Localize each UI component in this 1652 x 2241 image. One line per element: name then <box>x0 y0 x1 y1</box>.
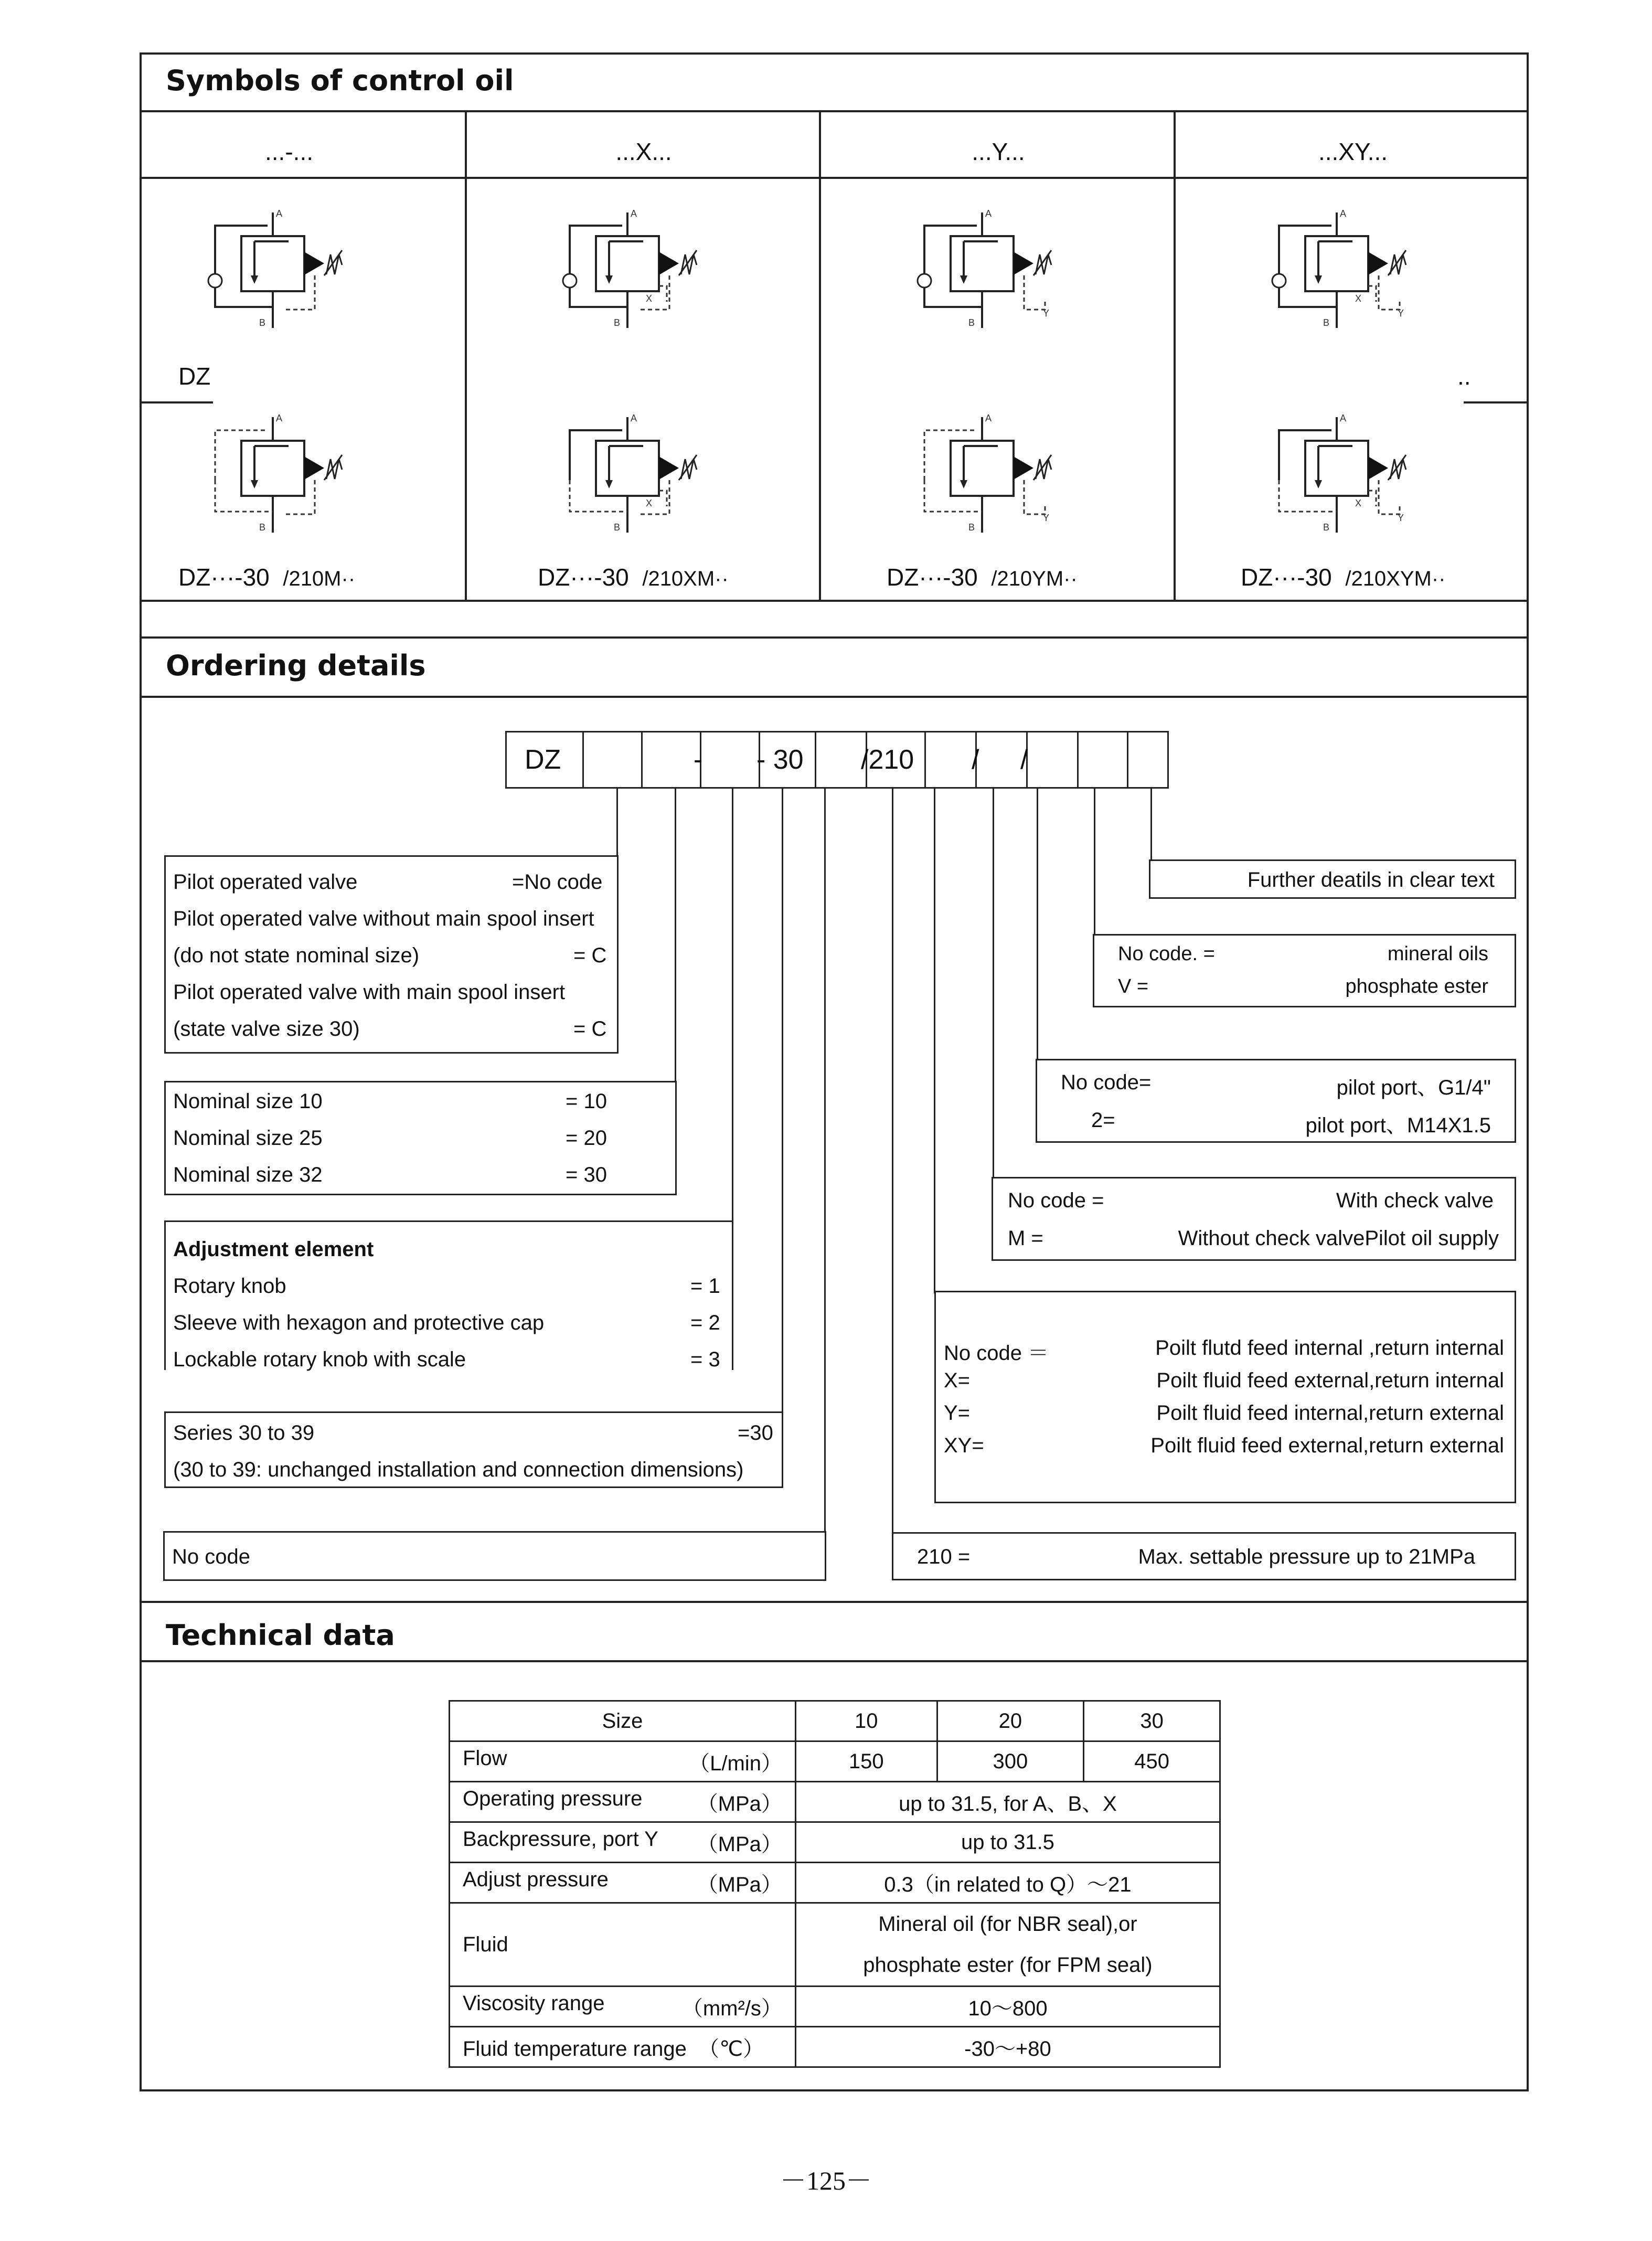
table-row <box>450 1741 1220 1782</box>
seal-box <box>1093 934 1516 1007</box>
table-row <box>450 1863 1220 1903</box>
check-label: No code = <box>1008 1189 1104 1212</box>
divider <box>140 636 1529 639</box>
svg-text:A: A <box>631 208 637 219</box>
symbol-caption: DZ···-30 /210YM·· <box>887 564 1078 591</box>
connector-line <box>1037 789 1038 1061</box>
series-label: Series 30 to 39 <box>173 1421 315 1445</box>
seal-label: No code. = <box>1118 943 1215 965</box>
pressure-value: Max. settable pressure up to 21MPa <box>1138 1545 1475 1568</box>
page-number: －125－ <box>780 2166 872 2195</box>
valve-diagram <box>205 407 346 548</box>
table-cell: 450 <box>1084 1741 1220 1782</box>
divider <box>140 696 1529 698</box>
divider <box>140 1660 1529 1662</box>
table-cell: -30～+80 <box>795 2027 1220 2067</box>
valve-diagram <box>559 407 701 548</box>
code-cell <box>815 731 867 789</box>
valve-symbol-icon <box>559 407 701 548</box>
divider <box>140 401 213 403</box>
valve-diagram <box>914 407 1056 548</box>
valve-symbol-icon <box>205 407 346 548</box>
technical-data-table <box>449 1700 1221 2068</box>
divider <box>140 177 1529 179</box>
connector-line <box>824 789 826 1533</box>
seal-label: V = <box>1118 975 1149 997</box>
valve-symbol-icon <box>205 202 346 344</box>
valve-diagram <box>1269 202 1410 344</box>
table-row <box>450 1987 1220 2027</box>
code-dash: - <box>694 745 703 775</box>
pilot-label: (do not state nominal size) <box>173 944 420 967</box>
table-cell: Backpressure, port Y （MPa） <box>450 1822 796 1863</box>
nominal-label: Nominal size 25 <box>173 1127 323 1150</box>
table-cell: 10～800 <box>795 1987 1220 2027</box>
table-cell: up to 31.5 <box>795 1822 1220 1863</box>
code-cell <box>700 731 760 789</box>
table-cell: Adjust pressure （MPa） <box>450 1863 796 1903</box>
table-header-cell: 10 <box>795 1701 937 1741</box>
divider <box>1464 401 1529 403</box>
pilot-label: Pilot operated valve <box>173 870 358 894</box>
svg-text:X: X <box>1355 498 1362 508</box>
table-cell: Flow （L/min） <box>450 1741 796 1782</box>
svg-text:A: A <box>985 208 992 219</box>
svg-text:A: A <box>985 413 992 423</box>
column-label: ...Y... <box>972 138 1025 165</box>
connector-line <box>782 789 783 1418</box>
svg-text:B: B <box>614 522 621 533</box>
caption-fragment: DZ <box>178 363 211 390</box>
code-series: - 30 <box>756 745 804 775</box>
port-value: pilot port、M14X1.5 <box>1305 1114 1491 1137</box>
table-cell: Operating pressure （MPa） <box>450 1782 796 1822</box>
connector-line <box>934 789 935 1293</box>
symbol-caption: DZ···-30 /210M·· <box>178 564 356 591</box>
valve-symbol-icon <box>914 202 1056 344</box>
svg-text:B: B <box>1323 522 1330 533</box>
series-value: =30 <box>738 1421 773 1445</box>
symbols-section-title: Symbols of control oil <box>166 64 514 97</box>
table-row <box>450 1701 1220 1741</box>
table-row <box>450 1782 1220 1822</box>
column-label: ...XY... <box>1318 138 1388 165</box>
svg-text:Y: Y <box>1398 308 1404 318</box>
valve-symbol-icon <box>914 407 1056 548</box>
valve-symbol-icon <box>559 202 701 344</box>
pilot-value: = C <box>573 944 607 967</box>
code-pressure: /210 <box>861 745 914 775</box>
nominal-size-box <box>164 1081 677 1195</box>
table-cell: Fluid <box>450 1903 796 1987</box>
svg-text:A: A <box>276 208 283 219</box>
svg-text:Y: Y <box>1398 513 1404 523</box>
oil-value: Poilt flutd feed internal ,return internal <box>1155 1336 1504 1360</box>
column-divider <box>819 110 821 600</box>
oil-label: XY= <box>944 1434 984 1457</box>
caption-fragment: .. <box>1457 363 1471 390</box>
svg-text:B: B <box>968 317 975 328</box>
code-cell <box>1127 731 1169 789</box>
adjustment-value: = 3 <box>690 1348 720 1371</box>
pilot-box <box>164 855 619 1054</box>
port-value: pilot port、G1/4" <box>1336 1076 1491 1099</box>
check-value: With check valve <box>1336 1189 1494 1212</box>
adjustment-label: Sleeve with hexagon and protective cap <box>173 1311 545 1334</box>
table-cell: up to 31.5, for A、B、X <box>795 1782 1220 1822</box>
pressure-box <box>892 1532 1516 1580</box>
no-code-label: No code <box>172 1545 250 1568</box>
nominal-label: Nominal size 32 <box>173 1163 323 1186</box>
valve-symbol-icon <box>1269 407 1410 548</box>
connector-line <box>1094 789 1095 936</box>
svg-text:X: X <box>1355 293 1362 304</box>
table-row <box>450 2027 1220 2067</box>
code-dz: DZ <box>525 745 561 775</box>
pilot-value: =No code <box>512 870 603 894</box>
svg-text:X: X <box>646 498 653 508</box>
oil-value: Poilt fluid feed external,return internal <box>1156 1369 1504 1392</box>
svg-text:A: A <box>1340 208 1347 219</box>
pilot-label: Pilot operated valve with main spool insert <box>173 981 566 1004</box>
oil-label: No code ＝ <box>944 1342 1049 1365</box>
connector-line <box>993 789 994 1177</box>
pilot-label: Pilot operated valve without main spool insert <box>173 907 594 930</box>
svg-text:A: A <box>631 413 637 423</box>
table-header-cell: Size <box>450 1701 796 1741</box>
code-cell <box>1026 731 1079 789</box>
table-cell: Fluid temperature range （℃） <box>450 2027 796 2067</box>
nominal-label: Nominal size 10 <box>173 1090 323 1113</box>
connector-line <box>1150 789 1152 862</box>
series-note: (30 to 39: unchanged installation and connection dimensions) <box>173 1458 744 1481</box>
valve-diagram <box>1269 407 1410 548</box>
table-cell: Viscosity range （mm²/s） <box>450 1987 796 2027</box>
table-row <box>450 1822 1220 1863</box>
nominal-value: = 10 <box>566 1090 607 1113</box>
svg-text:B: B <box>259 317 266 328</box>
svg-text:B: B <box>614 317 621 328</box>
svg-text:A: A <box>276 413 283 423</box>
further-details-box <box>1149 859 1516 899</box>
oil-label: Y= <box>944 1401 971 1425</box>
pilot-label: (state valve size 30) <box>173 1017 360 1040</box>
table-cell: 0.3（in related to Q）～21 <box>795 1863 1220 1903</box>
series-box <box>164 1411 783 1488</box>
symbol-caption: DZ···-30 /210XM·· <box>538 564 729 591</box>
valve-diagram <box>205 202 346 344</box>
column-label: ...X... <box>615 138 672 165</box>
code-cell <box>641 731 701 789</box>
nominal-value: = 20 <box>566 1127 607 1150</box>
svg-text:Y: Y <box>1043 513 1050 523</box>
connector-line <box>892 789 893 1533</box>
seal-value: mineral oils <box>1387 943 1488 965</box>
no-code-box <box>163 1531 826 1581</box>
svg-text:B: B <box>1323 317 1330 328</box>
divider <box>140 110 1529 112</box>
ordering-section-title: Ordering details <box>166 649 426 682</box>
symbol-caption: DZ···-30 /210XYM·· <box>1241 564 1446 591</box>
adjustment-label: Lockable rotary knob with scale <box>173 1348 466 1371</box>
svg-text:Y: Y <box>1043 308 1050 318</box>
code-cell <box>1077 731 1128 789</box>
column-divider <box>1174 110 1176 600</box>
valve-diagram <box>914 202 1056 344</box>
check-value: Without check valvePilot oil supply <box>1178 1227 1499 1250</box>
adjustment-label: Rotary knob <box>173 1274 286 1298</box>
adjustment-box <box>164 1220 733 1370</box>
pilot-port-box <box>1036 1059 1516 1143</box>
table-header-cell: 20 <box>937 1701 1084 1741</box>
svg-text:B: B <box>968 522 975 533</box>
divider <box>140 1601 1529 1603</box>
table-cell: 150 <box>795 1741 937 1782</box>
control-oil-box <box>934 1291 1516 1503</box>
table-row <box>450 1903 1220 1987</box>
adjustment-value: = 2 <box>690 1311 720 1334</box>
code-slash: / <box>1020 745 1028 775</box>
code-cell <box>924 731 977 789</box>
code-cell <box>582 731 643 789</box>
oil-label: X= <box>944 1369 971 1392</box>
table-cell: Mineral oil (for NBR seal),or phosphate ester (for FPM seal) <box>795 1903 1220 1987</box>
column-label: ...-... <box>265 138 313 165</box>
divider <box>140 600 1529 602</box>
seal-value: phosphate ester <box>1345 975 1488 997</box>
pilot-value: = C <box>573 1017 607 1040</box>
code-slash: / <box>972 745 979 775</box>
adjustment-heading: Adjustment element <box>173 1238 374 1261</box>
valve-diagram <box>559 202 701 344</box>
svg-text:B: B <box>259 522 266 533</box>
technical-section-title: Technical data <box>166 1619 395 1652</box>
code-cell <box>975 731 1028 789</box>
table-cell: 300 <box>937 1741 1084 1782</box>
column-divider <box>465 110 467 600</box>
adjustment-value: = 1 <box>690 1274 720 1298</box>
further-details-label: Further deatils in clear text <box>1247 868 1495 891</box>
oil-value: Poilt fluid feed external,return external <box>1150 1434 1504 1457</box>
port-label: 2= <box>1091 1109 1115 1132</box>
table-header-cell: 30 <box>1084 1701 1220 1741</box>
check-valve-box <box>992 1177 1516 1261</box>
oil-value: Poilt fluid feed internal,return external <box>1156 1401 1504 1425</box>
check-label: M = <box>1008 1227 1043 1250</box>
nominal-value: = 30 <box>566 1163 607 1186</box>
svg-text:A: A <box>1340 413 1347 423</box>
svg-text:X: X <box>646 293 653 304</box>
valve-symbol-icon <box>1269 202 1410 344</box>
port-label: No code= <box>1061 1071 1152 1094</box>
pressure-label: 210 = <box>917 1545 971 1568</box>
